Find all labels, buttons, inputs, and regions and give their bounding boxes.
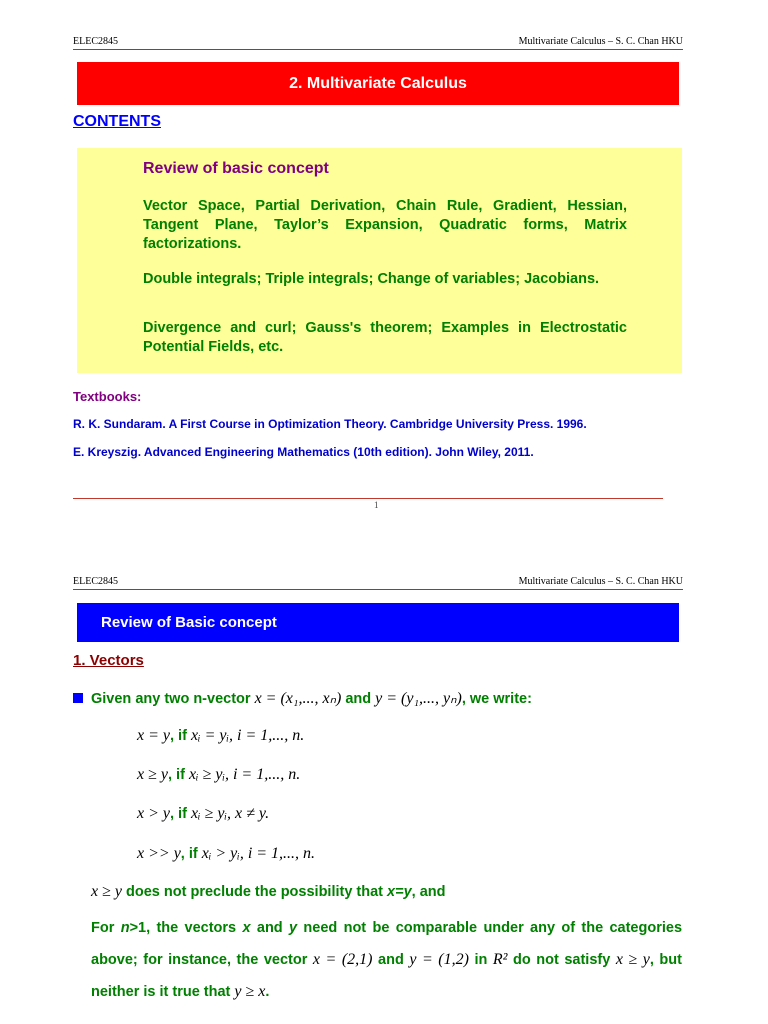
- para-text: and: [250, 920, 289, 936]
- chapter-title: 2. Multivariate Calculus: [289, 74, 467, 92]
- condition-if: , if: [170, 728, 187, 744]
- condition-if: , if: [170, 806, 187, 822]
- para-math: x = (2,1): [312, 951, 373, 968]
- note-text: does not preclude the possibility that: [121, 884, 388, 900]
- square-bullet-icon: [73, 693, 83, 703]
- y-definition: y = (y₁,..., yₙ): [375, 690, 462, 707]
- para-var-n: n: [120, 920, 130, 936]
- condition-lhs: x >> y: [137, 845, 181, 862]
- topic-item: Vector Space, Partial Derivation, Chain Rule, Gradient, Hessian, Tangent Plane, Taylor’s Expansion, Quadratic forms, Matrix factorizations.: [143, 198, 627, 252]
- para-text: , but neither is it true that: [91, 952, 682, 1000]
- course-code: ELEC2845: [73, 576, 118, 587]
- condition-line: [137, 845, 315, 863]
- para-var-x: x: [242, 920, 251, 936]
- x-definition: x = (x₁,..., xₙ): [254, 690, 342, 707]
- para-text: .: [265, 984, 270, 1000]
- para-text: need not be comparable under any of the categories above; for instance, the vector: [91, 920, 683, 968]
- bullet-intro: Given any two n-vector: [91, 691, 251, 707]
- para-text: and: [372, 952, 410, 968]
- page-number: 1: [374, 500, 379, 510]
- condition-rhs: xᵢ = yᵢ, i = 1,..., n.: [190, 727, 305, 744]
- section-banner: [77, 603, 679, 642]
- condition-lhs: x > y: [137, 805, 170, 822]
- footer-rule: [73, 498, 663, 499]
- course-code: ELEC2845: [73, 36, 118, 47]
- comparability-paragraph: [91, 912, 682, 1008]
- condition-lhs: x ≥ y: [137, 766, 168, 783]
- para-text: in: [468, 952, 493, 968]
- textbook-item: R. K. Sundaram. A First Course in Optimization Theory. Cambridge University Press. 1996.: [73, 417, 587, 431]
- condition-rhs: xᵢ > yᵢ, i = 1,..., n.: [201, 845, 316, 862]
- note-equality: x=y: [387, 884, 412, 900]
- condition-rhs: xᵢ ≥ yᵢ, x ≠ y.: [190, 805, 270, 822]
- para-math: y ≥ x: [234, 983, 266, 1000]
- bullet-statement: [73, 688, 532, 708]
- note-end: , and: [411, 884, 446, 900]
- note-math: x ≥ y: [91, 883, 122, 900]
- para-text: do not satisfy: [507, 952, 616, 968]
- review-title: Review of basic concept: [143, 160, 329, 177]
- para-text: For: [91, 920, 121, 936]
- condition-line: [137, 727, 304, 745]
- bullet-and: and: [345, 691, 372, 707]
- topic-item: Double integrals; Triple integrals; Change of variables; Jacobians.: [143, 271, 600, 287]
- para-math: y = (1,2): [409, 951, 469, 968]
- condition-rhs: xᵢ ≥ yᵢ, i = 1,..., n.: [188, 766, 301, 783]
- textbooks-label: Textbooks:: [73, 389, 142, 404]
- para-math: R²: [492, 951, 508, 968]
- page-header: [73, 576, 683, 590]
- course-title-author: Multivariate Calculus – S. C. Chan HKU: [518, 36, 683, 47]
- para-math: x ≥ y: [615, 951, 650, 968]
- course-title-author: Multivariate Calculus – S. C. Chan HKU: [518, 576, 683, 587]
- chapter-title-banner: [77, 62, 679, 105]
- condition-line: [137, 805, 269, 823]
- topic-item: Divergence and curl; Gauss's theorem; Examples in Electrostatic Potential Fields, etc.: [143, 320, 627, 355]
- condition-if: , if: [180, 846, 198, 862]
- subsection-title: 1. Vectors: [73, 652, 144, 669]
- condition-line: [137, 766, 300, 784]
- condition-lhs: x = y: [137, 727, 170, 744]
- contents-heading: CONTENTS: [73, 113, 161, 130]
- textbook-item: E. Kreyszig. Advanced Engineering Mathematics (10th edition). John Wiley, 2011.: [73, 445, 534, 459]
- para-var-y: y: [289, 920, 298, 936]
- note-paragraph: [91, 876, 682, 908]
- page-header: [73, 36, 683, 50]
- condition-if: , if: [167, 767, 185, 783]
- section-title: Review of Basic concept: [101, 614, 277, 631]
- bullet-end: , we write:: [461, 691, 532, 707]
- para-text: >1, the vectors: [129, 920, 243, 936]
